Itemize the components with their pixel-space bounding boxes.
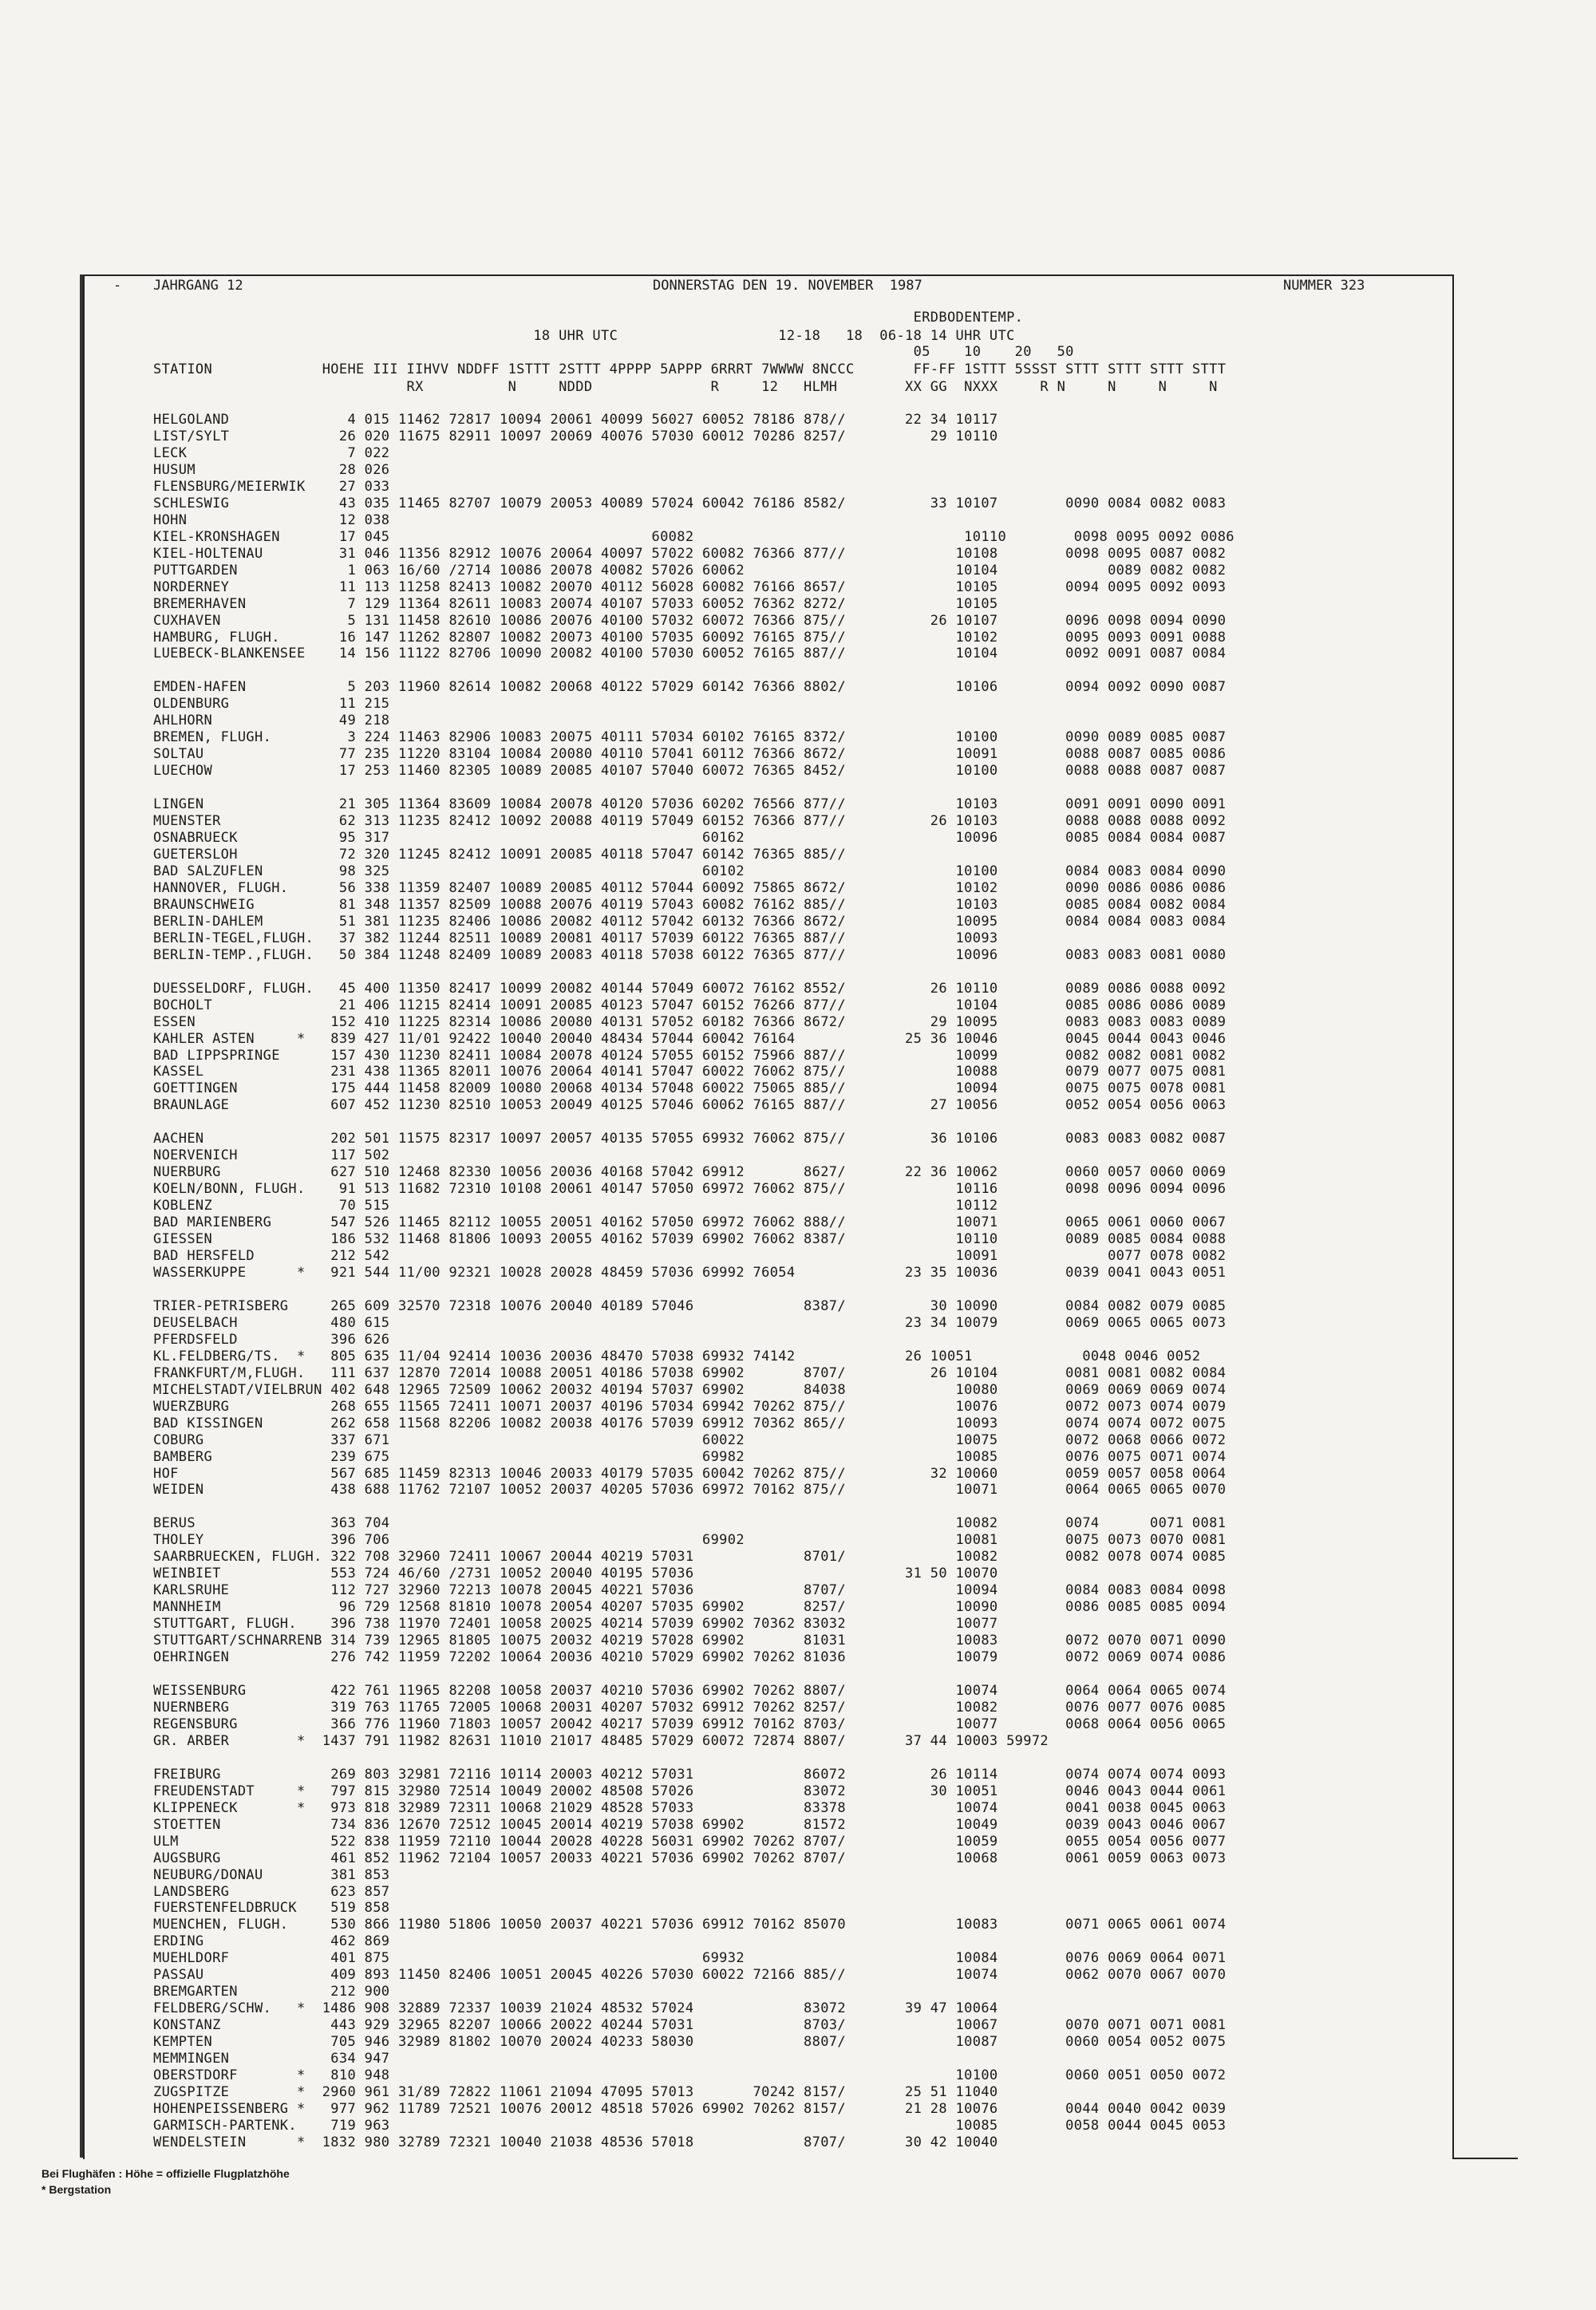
- station-row: OBERSTDORF * 810 948 10100 0060 0051 0050 0072: [153, 2067, 1227, 2083]
- station-row: KIEL-HOLTENAU 31 046 11356 82912 10076 20064 40097 57022 60082 76366 877// 10108 0098 0095 0087 0082: [153, 545, 1227, 562]
- station-row: WENDELSTEIN * 1832 980 32789 72321 10040 21038 48536 57018 8707/ 30 42 10040: [153, 2134, 998, 2150]
- report-frame-bottom-line: [1454, 2158, 1518, 2159]
- nummer-label: NUMMER 323: [1283, 278, 1365, 294]
- station-row: FLENSBURG/MEIERWIK 27 033: [153, 478, 390, 495]
- station-row: STUTTGART/SCHNARRENB 314 739 12965 81805 10075 20032 40219 57028 69902 81031 10083 0072 0070 0071 0090: [153, 1633, 1227, 1649]
- station-row: LUEBECK-BLANKENSEE 14 156 11122 82706 10090 20082 40100 57030 60052 76165 887// 10104 0092 0091 0087 0084: [153, 646, 1227, 662]
- station-row: THOLEY 396 706 69902 10081 0075 0073 0070 0081: [153, 1532, 1227, 1549]
- station-row: NUERNBERG 319 763 11765 72005 10068 20031 40207 57032 69912 70262 8257/ 10082 0076 0077 0076 0085: [153, 1699, 1227, 1716]
- station-row: PFERDSFELD 396 626: [153, 1331, 390, 1348]
- station-row: HOHENPEISSENBERG * 977 962 11789 72521 10076 20012 48518 57026 69902 70262 8157/ 21 28 10076 0044 0040 0042 0039: [153, 2101, 1227, 2117]
- station-row: GUETERSLOH 72 320 11245 82412 10091 20085 40118 57047 60142 76365 885//: [153, 847, 846, 863]
- station-row: OSNABRUECK 95 317 60162 10096 0085 0084 0084 0087: [153, 830, 1227, 846]
- station-row: KAHLER ASTEN * 839 427 11/01 92422 10040 20040 48434 57044 60042 76164 25 36 10046 0045 0044 0043 0046: [153, 1030, 1227, 1047]
- station-row: KARLSRUHE 112 727 32960 72213 10078 20045 40221 57036 8707/ 10094 0084 0083 0084 0098: [153, 1582, 1227, 1599]
- station-row: WEIDEN 438 688 11762 72107 10052 20037 40205 57036 69972 70162 875// 10071 0064 0065 0065 0070: [153, 1482, 1227, 1499]
- station-row: BAMBERG 239 675 69982 10085 0076 0075 0071 0074: [153, 1448, 1227, 1465]
- station-row: LINGEN 21 305 11364 83609 10084 20078 40120 57036 60202 76566 877// 10103 0091 0091 0090 0091: [153, 796, 1227, 813]
- station-row: KL.FELDBERG/TS. * 805 635 11/04 92414 10036 20036 48470 57038 69932 74142 26 10051 0048 0046 0052: [153, 1348, 1201, 1364]
- date-label: DONNERSTAG DEN 19. NOVEMBER 1987: [653, 278, 922, 294]
- jahrgang-label: JAHRGANG 12: [153, 278, 243, 294]
- station-row: NEUBURG/DONAU 381 853: [153, 1866, 390, 1883]
- footnote-airports: Bei Flughäfen : Höhe = offizielle Flugplatzhöhe: [41, 2167, 290, 2180]
- station-row: NORDERNEY 11 113 11258 82413 10082 20070 40112 56028 60082 76166 8657/ 10105 0094 0095 0092 0093: [153, 578, 1227, 595]
- station-row: BAD KISSINGEN 262 658 11568 82206 10082 20038 40176 57039 69912 70362 865// 10093 0074 0074 0072 0075: [153, 1415, 1227, 1431]
- station-row: FUERSTENFELDBRUCK 519 858: [153, 1900, 390, 1917]
- station-row: LECK 7 022: [153, 444, 390, 461]
- station-row: HOF 567 685 11459 82313 10046 20033 40179 57035 60042 70262 875// 32 10060 0059 0057 0058 0064: [153, 1465, 1227, 1482]
- column-header-line-1: ERDBODENTEMP.: [153, 310, 1024, 326]
- column-header-line-5: RX N NDDD R 12 HLMH XX GG NXXX R N N N N: [153, 379, 1218, 395]
- station-row: BREMERHAVEN 7 129 11364 82611 10083 20074 40107 57033 60052 76362 8272/ 10105: [153, 595, 998, 612]
- station-row: MEMMINGEN 634 947: [153, 2051, 390, 2067]
- station-row: SAARBRUECKEN, FLUGH. 322 708 32960 72411 10067 20044 40219 57031 8701/ 10082 0082 0078 0074 0085: [153, 1549, 1227, 1566]
- station-row: DUESSELDORF, FLUGH. 45 400 11350 82417 10099 20082 40144 57049 60072 76162 8552/ 26 10110 0089 0086 0088 0092: [153, 980, 1227, 997]
- station-row: ESSEN 152 410 11225 82314 10086 20080 40131 57052 60182 76366 8672/ 29 10095 0083 0083 0083 0089: [153, 1013, 1227, 1030]
- station-row: HELGOLAND 4 015 11462 72817 10094 20061 40099 56027 60052 78186 878// 22 34 10117: [153, 412, 998, 428]
- station-row: LIST/SYLT 26 020 11675 82911 10097 20069 40076 57030 60012 70286 8257/ 29 10110: [153, 428, 998, 444]
- station-row: KEMPTEN 705 946 32989 81802 10070 20024 40233 58030 8807/ 10087 0060 0054 0052 0075: [153, 2034, 1227, 2051]
- station-row: MUENSTER 62 313 11235 82412 10092 20088 40119 57049 60152 76366 877// 26 10103 0088 0088 0088 0092: [153, 813, 1227, 829]
- station-row: HUSUM 28 026: [153, 461, 390, 478]
- station-row: FREUDENSTADT * 797 815 32980 72514 10049 20002 48508 57026 83072 30 10051 0046 0043 0044 0061: [153, 1783, 1227, 1799]
- station-row: HOHN 12 038: [153, 511, 390, 528]
- station-row: AUGSBURG 461 852 11962 72104 10057 20033 40221 57036 69902 70262 8707/ 10068 0061 0059 0063 0073: [153, 1850, 1227, 1866]
- header-dash: -: [113, 278, 122, 294]
- station-row: BAD MARIENBERG 547 526 11465 82112 10055 20051 40162 57050 69972 76062 888// 10071 0065 0061 0060 0067: [153, 1214, 1227, 1231]
- station-row: STUTTGART, FLUGH. 396 738 11970 72401 10058 20025 40214 57039 69902 70362 83032 10077: [153, 1616, 998, 1633]
- station-row: FELDBERG/SCHW. * 1486 908 32889 72337 10039 21024 48532 57024 83072 39 47 10064: [153, 2000, 998, 2017]
- station-row: BERLIN-TEMP.,FLUGH. 50 384 11248 82409 10089 20083 40118 57038 60122 76365 877// 10096 0083 0083 0081 0080: [153, 946, 1227, 963]
- station-row: BAD LIPPSPRINGE 157 430 11230 82411 10084 20078 40124 57055 60152 75966 887// 10099 0082 0082 0081 0082: [153, 1047, 1227, 1064]
- station-row: KASSEL 231 438 11365 82011 10076 20064 40141 57047 60022 76062 875// 10088 0079 0077 0075 0081: [153, 1064, 1227, 1080]
- station-row: MUEHLDORF 401 875 69932 10084 0076 0069 0064 0071: [153, 1950, 1227, 1967]
- station-row: EMDEN-HAFEN 5 203 11960 82614 10082 20068 40122 57029 60142 76366 8802/ 10106 0094 0092 0090 0087: [153, 679, 1227, 696]
- station-row: DEUSELBACH 480 615 23 34 10079 0069 0065 0065 0073: [153, 1314, 1227, 1331]
- station-row: HANNOVER, FLUGH. 56 338 11359 82407 10089 20085 40112 57044 60092 75865 8672/ 10102 0090 0086 0086 0086: [153, 879, 1227, 896]
- column-header-line-4: STATION HOEHE III IIHVV NDDFF 1STTT 2STTT 4PPPP 5APPP 6RRRT 7WWWW 8NCCC FF-FF 1STTT 5SSST STTT STTT STTT STTT: [153, 361, 1227, 377]
- station-row: FRANKFURT/M,FLUGH. 111 637 12870 72014 10088 20051 40186 57038 69902 8707/ 26 10104 0081 0081 0082 0084: [153, 1364, 1227, 1381]
- station-row: BAD SALZUFLEN 98 325 60102 10100 0084 0083 0084 0090: [153, 863, 1227, 879]
- station-row: AHLHORN 49 218: [153, 713, 390, 729]
- station-row: NOERVENICH 117 502: [153, 1147, 390, 1164]
- station-row: HAMBURG, FLUGH. 16 147 11262 82807 10082 20073 40100 57035 60092 76165 875// 10102 0095 0093 0091 0088: [153, 629, 1227, 646]
- station-row: BRAUNSCHWEIG 81 348 11357 82509 10088 20076 40119 57043 60082 76162 885// 10103 0085 0084 0082 0084: [153, 896, 1227, 913]
- station-row: BREMGARTEN 212 900: [153, 1984, 390, 2000]
- station-row: FREIBURG 269 803 32981 72116 10114 20003 40212 57031 86072 26 10114 0074 0074 0074 0093: [153, 1766, 1227, 1783]
- station-row: WEISSENBURG 422 761 11965 82208 10058 20037 40210 57036 69902 70262 8807/ 10074 0064 0064 0065 0074: [153, 1683, 1227, 1699]
- station-row: CUXHAVEN 5 131 11458 82610 10086 20076 40100 57032 60072 76366 875// 26 10107 0096 0098 0094 0090: [153, 612, 1227, 629]
- station-row: KONSTANZ 443 929 32965 82207 10066 20022 40244 57031 8703/ 10067 0070 0071 0071 0081: [153, 2017, 1227, 2034]
- station-row: SOLTAU 77 235 11220 83104 10084 20080 40110 57041 60112 76366 8672/ 10091 0088 0087 0085 0086: [153, 746, 1227, 763]
- station-row: BERUS 363 704 10082 0074 0071 0081: [153, 1515, 1227, 1532]
- station-row: ZUGSPITZE * 2960 961 31/89 72822 11061 21094 47095 57013 70242 8157/ 25 51 11040: [153, 2084, 998, 2100]
- station-row: MUENCHEN, FLUGH. 530 866 11980 51806 10050 20037 40221 57036 69912 70162 85070 10083 0071 0065 0061 0074: [153, 1917, 1227, 1933]
- station-row: NUERBURG 627 510 12468 82330 10056 20036 40168 57042 69912 8627/ 22 36 10062 0060 0057 0060 0069: [153, 1164, 1227, 1181]
- station-row: WEINBIET 553 724 46/60 /2731 10052 20040 40195 57036 31 50 10070: [153, 1566, 998, 1582]
- station-row: BERLIN-DAHLEM 51 381 11235 82406 10086 20082 40112 57042 60132 76366 8672/ 10095 0084 0084 0083 0084: [153, 913, 1227, 930]
- station-row: SCHLESWIG 43 035 11465 82707 10079 20053 40089 57024 60042 76186 8582/ 33 10107 0090 0084 0082 0083: [153, 495, 1227, 511]
- station-row: OLDENBURG 11 215: [153, 696, 390, 713]
- station-row: BRAUNLAGE 607 452 11230 82510 10053 20049 40125 57046 60062 76165 887// 27 10056 0052 0054 0056 0063: [153, 1097, 1227, 1114]
- station-row: ULM 522 838 11959 72110 10044 20028 40228 56031 69902 70262 8707/ 10059 0055 0054 0056 0077: [153, 1833, 1227, 1850]
- station-row: LANDSBERG 623 857: [153, 1883, 390, 1900]
- station-row: BOCHOLT 21 406 11215 82414 10091 20085 40123 57047 60152 76266 877// 10104 0085 0086 0086 0089: [153, 997, 1227, 1013]
- station-row: PASSAU 409 893 11450 82406 10051 20045 40226 57030 60022 72166 885// 10074 0062 0070 0067 0070: [153, 1967, 1227, 1984]
- station-row: GR. ARBER * 1437 791 11982 82631 11010 21017 48485 57029 60072 72874 8807/ 37 44 10003 59972: [153, 1732, 1049, 1749]
- station-row: OEHRINGEN 276 742 11959 72202 10064 20036 40210 57029 69902 70262 81036 10079 0072 0069 0074 0086: [153, 1649, 1227, 1665]
- station-row: COBURG 337 671 60022 10075 0072 0068 0066 0072: [153, 1431, 1227, 1448]
- station-row: MANNHEIM 96 729 12568 81810 10078 20054 40207 57035 69902 8257/ 10090 0086 0085 0085 0094: [153, 1599, 1227, 1616]
- station-row: GARMISCH-PARTENK. 719 963 10085 0058 0044 0045 0053: [153, 2117, 1227, 2134]
- station-row: MICHELSTADT/VIELBRUN 402 648 12965 72509 10062 20032 40194 57037 69902 84038 10080 0069 0069 0069 0074: [153, 1381, 1227, 1398]
- station-row: KOELN/BONN, FLUGH. 91 513 11682 72310 10108 20061 40147 57050 69972 76062 875// 10116 0098 0096 0094 0096: [153, 1181, 1227, 1198]
- station-row: ERDING 462 869: [153, 1933, 390, 1950]
- station-row: PUTTGARDEN 1 063 16/60 /2714 10086 20078 40082 57026 60062 10104 0089 0082 0082: [153, 562, 1227, 578]
- station-row: LUECHOW 17 253 11460 82305 10089 20085 40107 57040 60072 76365 8452/ 10100 0088 0088 0087 0087: [153, 763, 1227, 780]
- station-row: BAD HERSFELD 212 542 10091 0077 0078 0082: [153, 1248, 1227, 1264]
- station-row: STOETTEN 734 836 12670 72512 10045 20014 40219 57038 69902 81572 10049 0039 0043 0046 0067: [153, 1816, 1227, 1833]
- station-row: TRIER-PETRISBERG 265 609 32570 72318 10076 20040 40189 57046 8387/ 30 10090 0084 0082 0079 0085: [153, 1297, 1227, 1314]
- station-row: WUERZBURG 268 655 11565 72411 10071 20037 40196 57034 69942 70262 875// 10076 0072 0073 0074 0079: [153, 1398, 1227, 1415]
- station-row: KLIPPENECK * 973 818 32989 72311 10068 21029 48528 57033 83378 10074 0041 0038 0045 0063: [153, 1799, 1227, 1816]
- station-row: KOBLENZ 70 515 10112: [153, 1198, 998, 1214]
- footnote-mountain-station: * Bergstation: [41, 2183, 112, 2196]
- station-row: KIEL-KRONSHAGEN 17 045 60082 10110 0098 0095 0092 0086: [153, 528, 1235, 545]
- station-row: GOETTINGEN 175 444 11458 82009 10080 20068 40134 57048 60022 75065 885// 10094 0075 0075 0078 0081: [153, 1080, 1227, 1097]
- station-row: WASSERKUPPE * 921 544 11/00 92321 10028 20028 48459 57036 69992 76054 23 35 10036 0039 0041 0043 0051: [153, 1265, 1227, 1281]
- station-row: AACHEN 202 501 11575 82317 10097 20057 40135 57055 69932 76062 875// 36 10106 0083 0083 0082 0087: [153, 1131, 1227, 1147]
- station-row: BERLIN-TEGEL,FLUGH. 37 382 11244 82511 10089 20081 40117 57039 60122 76365 887// 10093: [153, 930, 998, 946]
- station-row: GIESSEN 186 532 11468 81806 10093 20055 40162 57039 69902 76062 8387/ 10110 0089 0085 0084 0088: [153, 1231, 1227, 1247]
- station-row: REGENSBURG 366 776 11960 71803 10057 20042 40217 57039 69912 70162 8703/ 10077 0068 0064 0056 0065: [153, 1716, 1227, 1732]
- column-header-line-2: 18 UHR UTC 12-18 18 06-18 14 UHR UTC: [153, 328, 1015, 344]
- column-header-line-3: 05 10 20 50: [153, 344, 1074, 360]
- station-row: BREMEN, FLUGH. 3 224 11463 82906 10083 20075 40111 57034 60102 76165 8372/ 10100 0090 0089 0085 0087: [153, 729, 1227, 746]
